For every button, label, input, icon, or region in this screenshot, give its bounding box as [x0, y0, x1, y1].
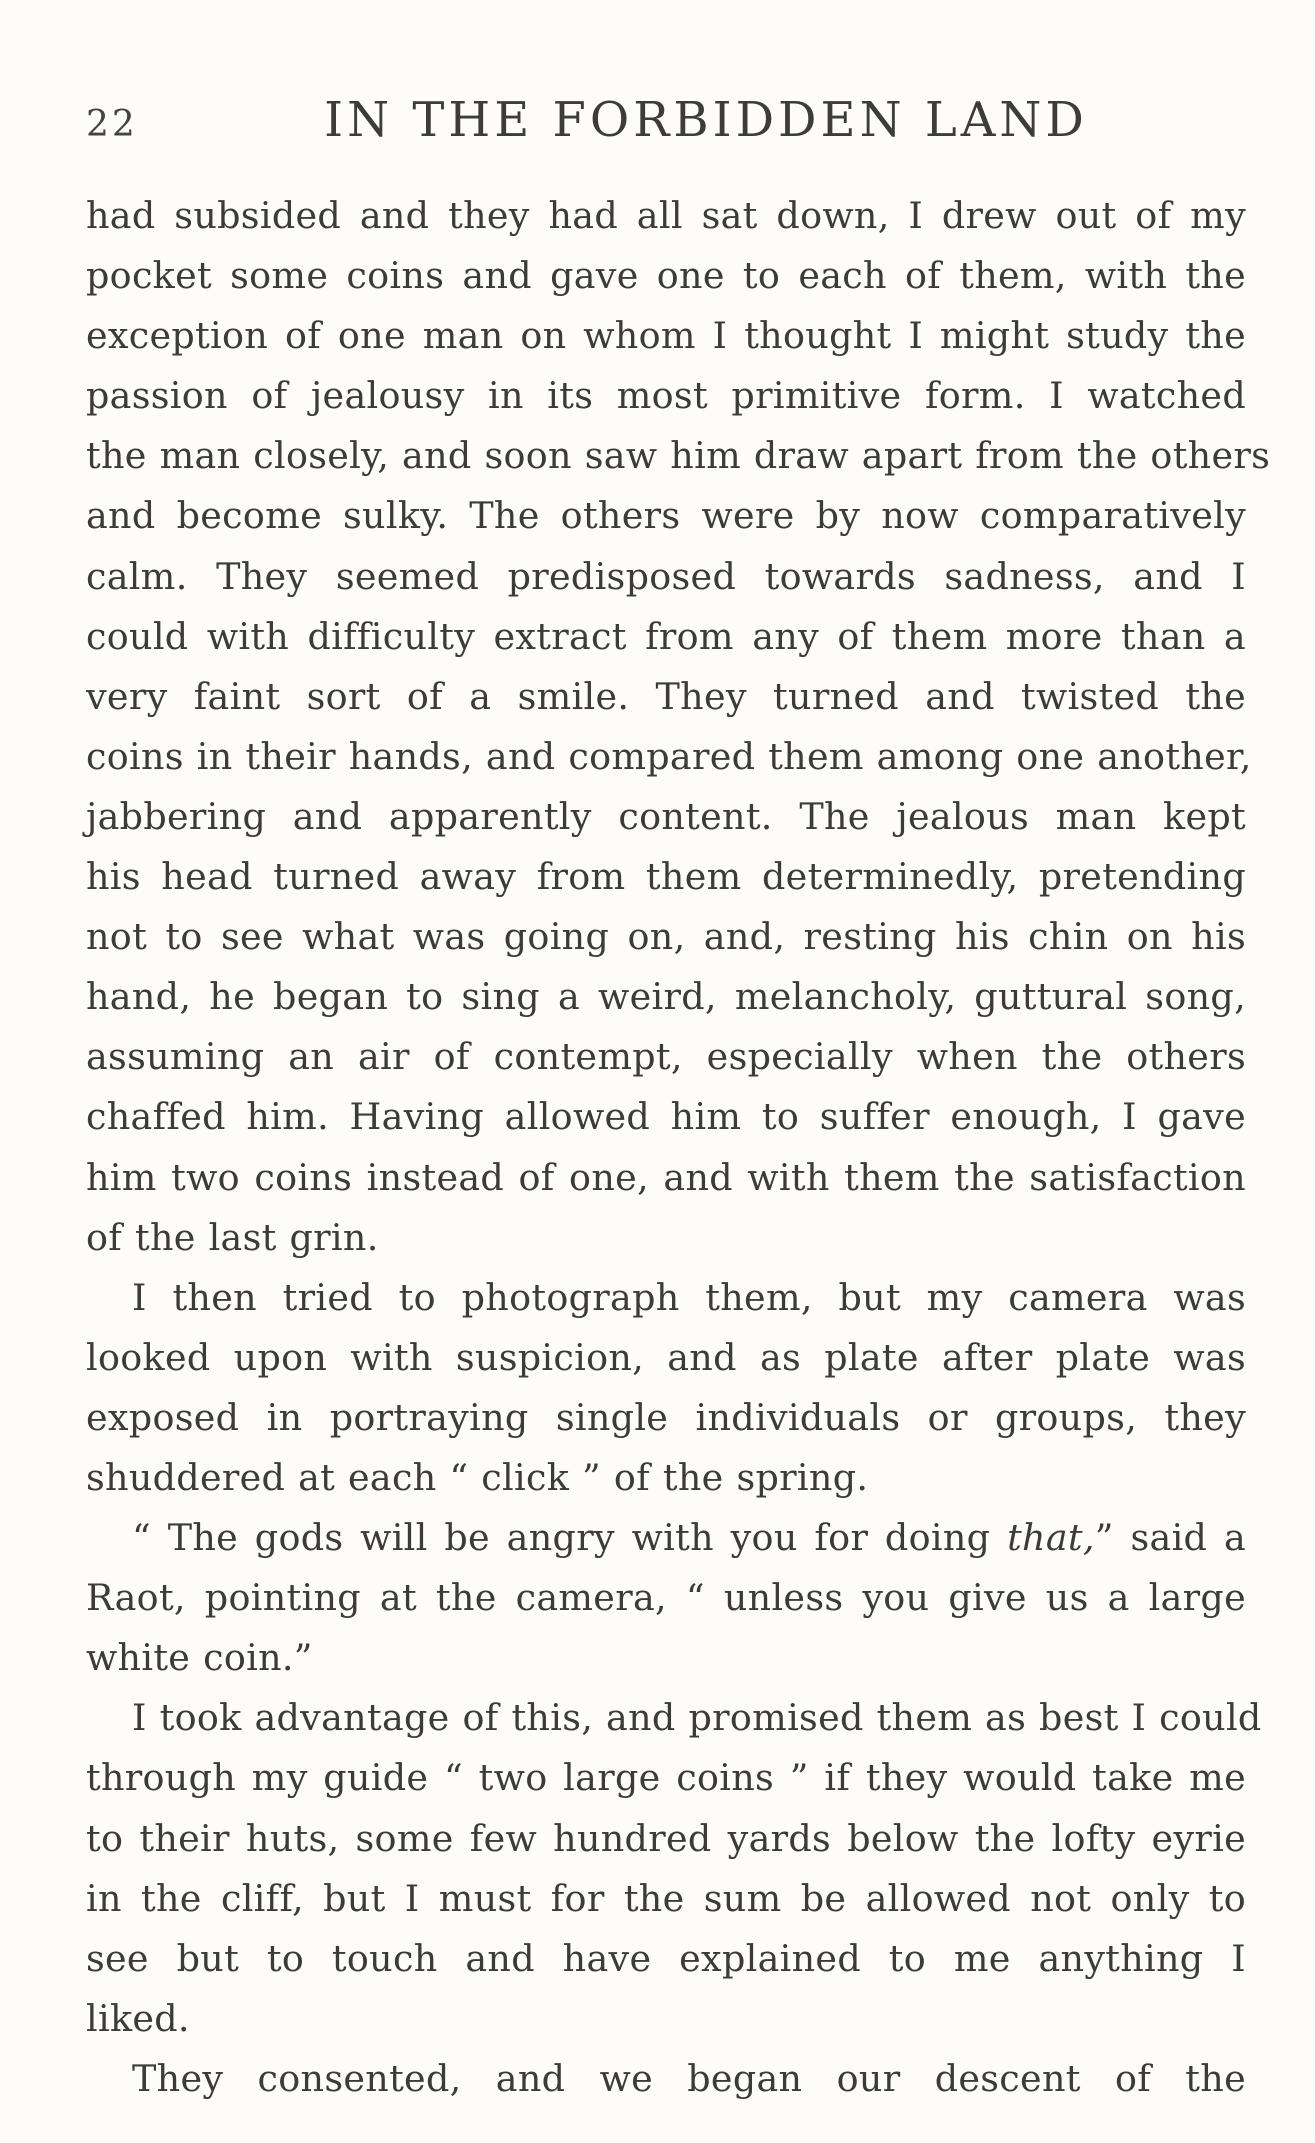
text-line: exception of one man on whom I thought I might study the — [86, 314, 1246, 358]
text-line: not to see what was going on, and, resting his chin on his — [86, 915, 1246, 959]
text-line: pocket some coins and gave one to each of them, with the — [86, 254, 1246, 298]
text-line: through my guide “ two large coins ” if they would take me — [86, 1756, 1246, 1800]
text-line: white coin.” — [86, 1636, 313, 1680]
running-title: IN THE FORBIDDEN LAND — [324, 92, 1088, 148]
page-number: 22 — [86, 104, 138, 145]
page-header — [86, 92, 1246, 152]
text-line: had subsided and they had all sat down, I drew out of my — [86, 194, 1246, 237]
text-line: liked. — [86, 1996, 190, 2040]
text-line: chaffed him. Having allowed him to suffer enough, I gave — [86, 1095, 1246, 1139]
text-line: and become sulky. The others were by now comparatively — [86, 494, 1246, 538]
text-line: I then tried to photograph them, but my camera was — [132, 1275, 1246, 1319]
text-line: passion of jealousy in its most primitive form. I watched — [86, 374, 1246, 418]
text-line: to their huts, some few hundred yards below the lofty eyrie — [86, 1816, 1246, 1860]
text-fragment: ” said a — [1094, 1516, 1247, 1560]
text-fragment: “ The gods will be angry with you for doing — [132, 1516, 1008, 1560]
text-line: his head turned away from them determinedly, pretending — [86, 855, 1246, 899]
text-line — [86, 1508, 1246, 1568]
text-line: see but to touch and have explained to me anything I — [86, 1936, 1246, 1980]
text-line: calm. They seemed predisposed towards sadness, and I — [86, 554, 1246, 598]
text-line: I took advantage of this, and promised them as best I could — [132, 1696, 1262, 1740]
text-line: They consented, and we began our descent of the — [132, 2056, 1246, 2100]
text-line: Raot, pointing at the camera, “ unless you give us a large — [86, 1576, 1246, 1620]
text-line: looked upon with suspicion, and as plate after plate was — [86, 1335, 1246, 1379]
text-line: very faint sort of a smile. They turned and twisted the — [86, 674, 1246, 718]
text-line: hand, he began to sing a weird, melancholy, guttural song, — [86, 975, 1246, 1019]
text-line: shuddered at each “ click ” of the spring. — [86, 1455, 869, 1499]
body-text — [86, 186, 1271, 2109]
text-line: coins in their hands, and compared them among one another, — [86, 734, 1252, 778]
text-line: of the last grin. — [86, 1215, 379, 1259]
text-line: him two coins instead of one, and with them the satisfaction — [86, 1155, 1246, 1199]
text-line: could with difficulty extract from any of them more than a — [86, 614, 1246, 658]
text-line: exposed in portraying single individuals or groups, they — [86, 1395, 1246, 1439]
text-line: in the cliff, but I must for the sum be allowed not only to — [86, 1876, 1246, 1920]
text-line: jabbering and apparently content. The jealous man kept — [86, 794, 1246, 838]
italic-word: that, — [1007, 1516, 1095, 1560]
text-line: the man closely, and soon saw him draw apart from the others — [86, 434, 1271, 478]
text-line: assuming an air of contempt, especially when the others — [86, 1035, 1246, 1079]
